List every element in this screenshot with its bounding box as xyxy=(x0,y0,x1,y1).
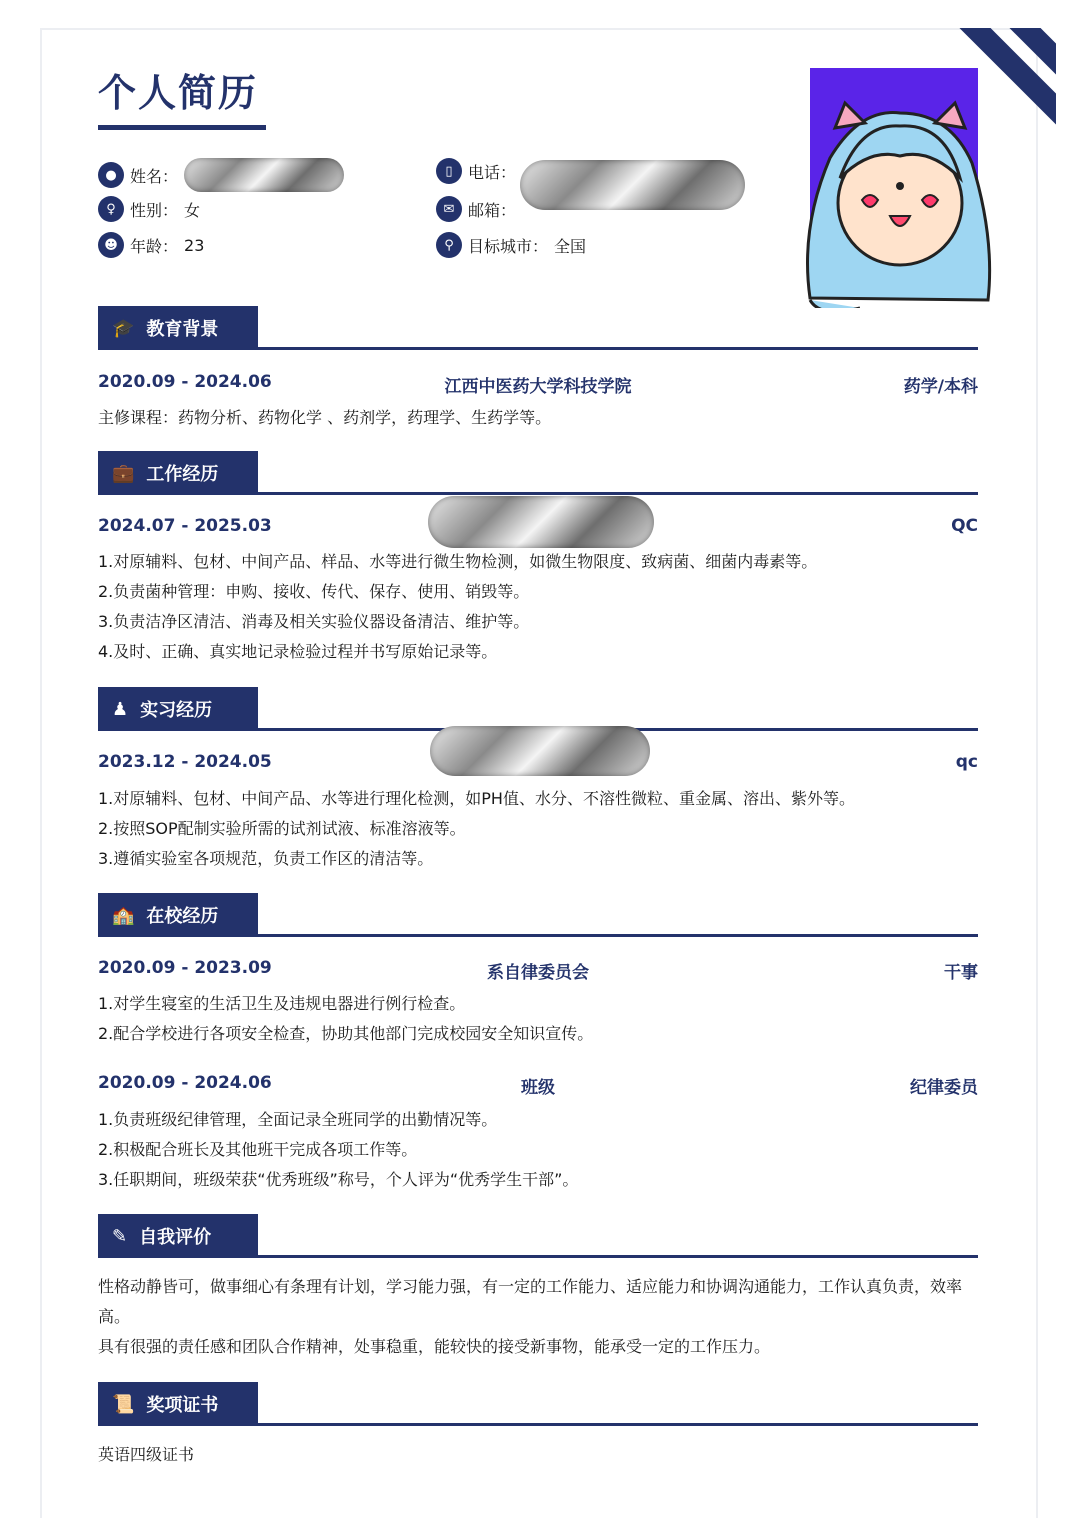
list-item: 4.及时、正确、真实地记录检验过程并书写原始记录等。 xyxy=(98,642,498,661)
phone-icon: ▯ xyxy=(436,158,462,184)
briefcase-icon: 💼 xyxy=(112,462,135,484)
campus-heading: 在校经历 xyxy=(146,906,219,927)
graduation-cap-icon: 🎓 xyxy=(112,317,135,339)
school-building-icon: 🏫 xyxy=(112,904,135,926)
section-campus xyxy=(98,893,978,937)
section-intern xyxy=(98,687,978,731)
info-name xyxy=(98,158,344,192)
section-work xyxy=(98,451,978,495)
title-underline xyxy=(98,125,266,130)
list-item: 3.任职期间，班级荣获“优秀班级”称号，个人评为“优秀学生干部”。 xyxy=(98,1170,579,1189)
list-item: 2.积极配合班长及其他班干完成各项工作等。 xyxy=(98,1140,418,1159)
city-label: 目标城市： xyxy=(468,236,549,256)
education-courses: 主修课程：药物分析、药物化学 、药剂学，药理学、生药学等。 xyxy=(98,408,552,427)
list-item: 2.配合学校进行各项安全检查，协助其他部门完成校园安全知识宣传。 xyxy=(98,1024,594,1043)
edit-icon: ✎ xyxy=(112,1225,128,1247)
info-phone xyxy=(436,158,516,184)
campus-items-2 xyxy=(98,1105,978,1195)
redacted-contact xyxy=(520,160,745,214)
location-pin-icon: ⚲ xyxy=(436,232,462,258)
awards-items xyxy=(98,1440,978,1470)
education-period: 2020.09 - 2024.06 xyxy=(98,372,272,392)
self-eval-p1: 性格动静皆可，做事细心有条理有计划，学习能力强，有一定的工作能力、适应能力和协调沟通能力，工作认真负责，效率高。 xyxy=(98,1277,963,1326)
work-items xyxy=(98,547,978,667)
self-eval-heading: 自我评价 xyxy=(139,1227,212,1248)
gender-value: 女 xyxy=(184,200,201,220)
campus-period: 2020.09 - 2023.09 xyxy=(98,958,272,978)
gender-icon: ♀ xyxy=(98,196,124,222)
campus-row-1 xyxy=(98,958,978,982)
name-label: 姓名： xyxy=(130,166,179,186)
education-row xyxy=(98,372,978,396)
intern-items xyxy=(98,784,978,874)
education-major: 药学/本科 xyxy=(903,377,978,397)
section-awards xyxy=(98,1382,978,1426)
intern-heading: 实习经历 xyxy=(140,700,213,721)
campus-org: 系自律委员会 xyxy=(487,963,589,983)
self-eval-p2: 具有很强的责任感和团队合作精神，处事稳重，能较快的接受新事物，能承受一定的工作压力。 xyxy=(98,1337,771,1356)
campus-org: 班级 xyxy=(521,1078,555,1098)
awards-heading: 奖项证书 xyxy=(146,1395,219,1416)
campus-period: 2020.09 - 2024.06 xyxy=(98,1073,272,1093)
info-email xyxy=(436,196,516,222)
section-self-eval xyxy=(98,1214,978,1258)
phone-label: 电话： xyxy=(468,162,517,182)
campus-role: 干事 xyxy=(944,963,978,983)
list-item: 1.对原辅料、包材、中间产品、水等进行理化检测，如PH值、水分、不溶性微粒、重金属、溶出、紫外等。 xyxy=(98,789,855,808)
person-icon: ♟ xyxy=(112,698,129,720)
work-role: QC xyxy=(951,516,978,536)
list-item: 3.负责洁净区清洁、消毒及相关实验仪器设备清洁、维护等。 xyxy=(98,612,530,631)
work-heading: 工作经历 xyxy=(146,464,219,485)
education-school: 江西中医药大学科技学院 xyxy=(444,377,632,397)
info-gender xyxy=(98,196,200,222)
list-item: 1.负责班级纪律管理，全面记录全班同学的出勤情况等。 xyxy=(98,1110,498,1129)
list-item: 英语四级证书 xyxy=(98,1445,195,1464)
list-item: 1.对学生寝室的生活卫生及违规电器进行例行检查。 xyxy=(98,994,466,1013)
intern-role: qc xyxy=(955,752,978,772)
list-item: 3.遵循实验室各项规范，负责工作区的清洁等。 xyxy=(98,849,434,868)
education-heading: 教育背景 xyxy=(146,319,219,340)
email-label: 邮箱： xyxy=(468,200,517,220)
page-title: 个人简历 xyxy=(98,71,259,115)
work-period: 2024.07 - 2025.03 xyxy=(98,516,272,536)
avatar xyxy=(800,68,998,308)
section-education xyxy=(98,306,978,350)
certificate-icon: 📜 xyxy=(112,1393,135,1415)
list-item: 1.对原辅料、包材、中间产品、样品、水等进行微生物检测，如微生物限度、致病菌、细菌内毒素等。 xyxy=(98,552,818,571)
gender-label: 性别： xyxy=(130,200,179,220)
person-icon: ● xyxy=(98,162,124,188)
redacted-company xyxy=(428,496,654,548)
info-city xyxy=(436,232,586,258)
campus-row-2 xyxy=(98,1073,978,1097)
city-value: 全国 xyxy=(554,236,587,256)
self-eval-text xyxy=(98,1272,978,1362)
redacted-name xyxy=(184,158,344,192)
mail-icon: ✉ xyxy=(436,196,462,222)
list-item: 2.按照SOP配制实验所需的试剂试液、标准溶液等。 xyxy=(98,819,466,838)
campus-items-1 xyxy=(98,989,978,1049)
info-age xyxy=(98,232,204,258)
age-label: 年龄： xyxy=(130,236,179,256)
campus-role: 纪律委员 xyxy=(910,1078,978,1098)
redacted-company xyxy=(430,726,650,776)
intern-period: 2023.12 - 2024.05 xyxy=(98,752,272,772)
age-value: 23 xyxy=(184,235,205,255)
user-outline-icon: ☻ xyxy=(98,232,124,258)
list-item: 2.负责菌种管理：申购、接收、传代、保存、使用、销毁等。 xyxy=(98,582,530,601)
